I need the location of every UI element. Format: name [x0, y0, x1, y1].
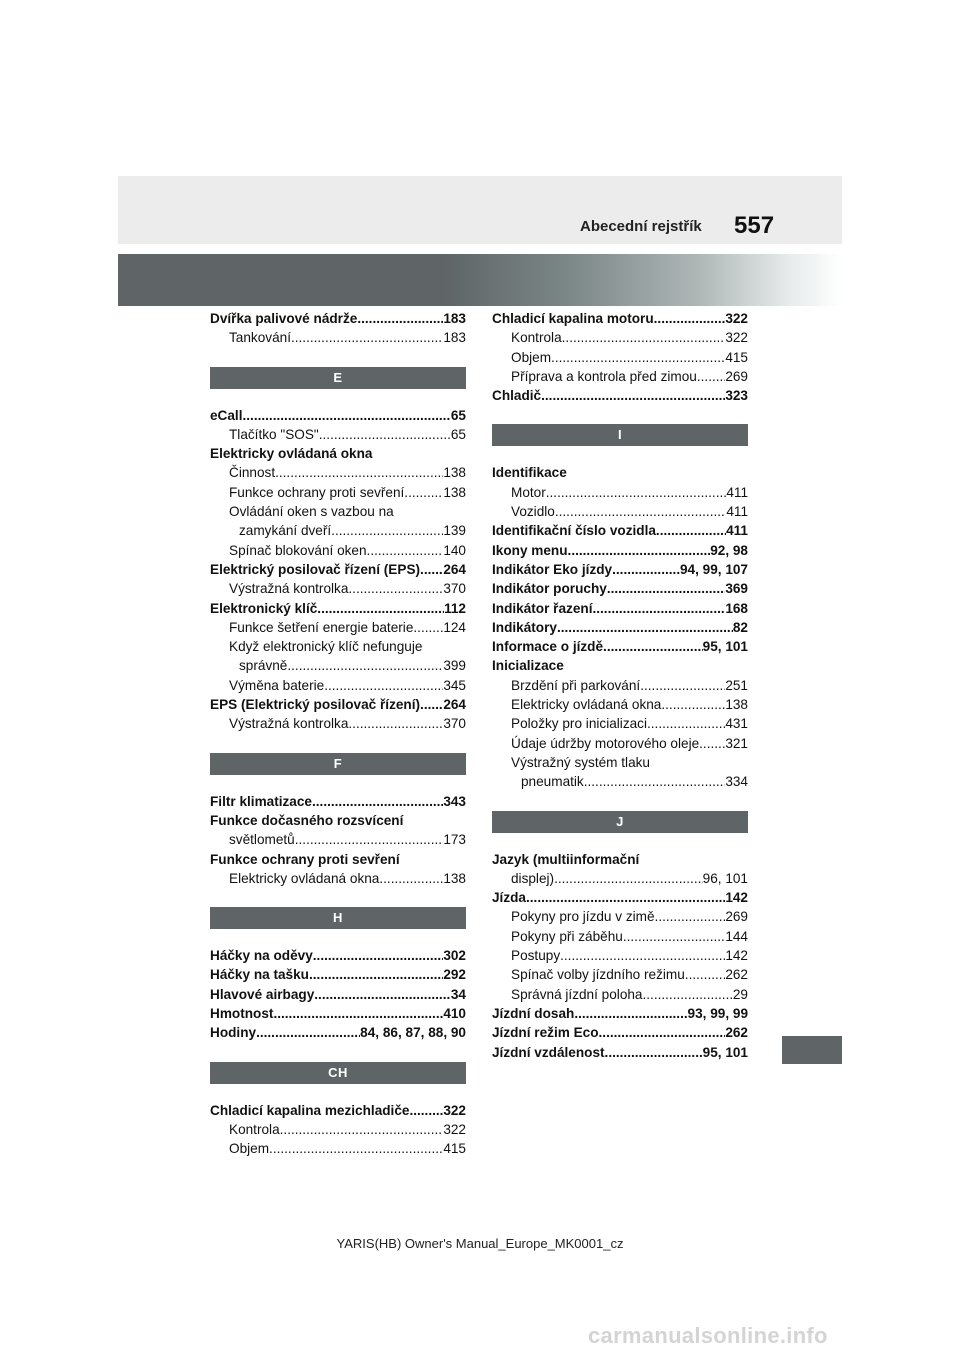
index-entry	[210, 406, 466, 425]
entry-label: Jízdní dosah	[492, 1005, 575, 1021]
leader-dots	[623, 927, 725, 946]
leader-dots	[599, 1023, 726, 1042]
index-entry	[492, 695, 748, 714]
entry-label: Příprava a kontrola před zimou	[511, 368, 697, 384]
leader-dots	[656, 521, 726, 540]
entry-label: EPS (Elektrický posilovač řízení)	[210, 697, 421, 713]
entry-label: Chladič	[492, 388, 542, 404]
entry-page: 264	[443, 697, 466, 713]
entry-page: 343	[443, 793, 466, 809]
index-entry	[492, 560, 748, 579]
entry-page: 183	[443, 311, 466, 326]
leader-dots	[367, 541, 444, 560]
entry-page: 292	[443, 967, 466, 983]
index-entry	[210, 656, 466, 675]
index-entry	[492, 734, 748, 753]
entry-label: Výstražná kontrolka	[229, 581, 349, 597]
index-entry	[492, 869, 748, 888]
entry-label: Postupy	[511, 948, 561, 964]
index-entry	[492, 772, 748, 791]
entry-page: 95, 101	[702, 1044, 748, 1060]
entry-label: zamykání dveří	[239, 523, 332, 539]
index-entry	[210, 1101, 466, 1120]
leader-dots	[413, 618, 443, 637]
entry-label: Identifikační číslo vozidla	[492, 523, 656, 539]
entry-page: 415	[443, 1141, 466, 1157]
entry-page: 415	[725, 349, 748, 365]
leader-dots	[685, 965, 726, 984]
leader-dots	[584, 772, 726, 791]
leader-dots	[557, 618, 733, 637]
leader-dots	[607, 579, 726, 598]
leader-dots	[357, 309, 443, 328]
entry-page: 139	[443, 523, 466, 539]
letter-heading: E	[210, 367, 466, 389]
entry-page: 124	[443, 619, 466, 635]
index-entry	[492, 599, 748, 618]
index-entry	[492, 1004, 748, 1023]
index-entry	[492, 348, 748, 367]
leader-dots	[256, 1023, 360, 1042]
entry-page: 65	[450, 426, 466, 442]
index-heading: Funkce ochrany proti sevření	[210, 851, 400, 867]
leader-dots	[404, 483, 443, 502]
leader-dots	[317, 599, 444, 618]
index-heading: Elektricky ovládaná okna	[210, 446, 373, 462]
entry-page: 94, 99, 107	[679, 561, 748, 577]
index-entry	[492, 618, 748, 637]
entry-page: 262	[725, 967, 748, 983]
index-entry	[210, 618, 466, 637]
header-gradient-bar	[118, 254, 842, 306]
leader-dots	[420, 560, 443, 579]
index-entry	[210, 521, 466, 540]
index-heading: Výstražný systém tlaku	[511, 754, 650, 770]
leader-dots	[275, 463, 443, 482]
index-entry	[492, 985, 748, 1004]
entry-page: 410	[443, 1006, 466, 1022]
index-entry	[210, 560, 466, 579]
entry-page: 140	[443, 542, 466, 558]
index-heading: Identifikace	[492, 465, 567, 481]
entry-label: eCall	[210, 407, 243, 423]
index-entry	[492, 946, 748, 965]
index-entry	[210, 869, 466, 888]
entry-page: 34	[450, 986, 466, 1002]
index-heading: Funkce dočasného rozsvícení	[210, 812, 404, 828]
entry-page: 370	[443, 581, 466, 597]
entry-label: Výměna baterie	[229, 677, 325, 693]
index-entry	[210, 1004, 466, 1023]
leader-dots	[348, 714, 443, 733]
index-column-left	[210, 309, 466, 1159]
entry-label: Tankování	[229, 330, 291, 346]
index-heading: Jazyk (multiinformační	[492, 851, 640, 867]
index-entry	[492, 541, 748, 560]
section-title: Abecední rejstřík	[580, 218, 702, 235]
index-entry	[210, 328, 466, 347]
leader-dots	[592, 599, 725, 618]
leader-dots	[541, 386, 725, 405]
index-entry	[210, 309, 466, 328]
watermark: carmanualsonline.info	[588, 1323, 828, 1348]
entry-page: 269	[725, 368, 748, 384]
index-entry	[210, 425, 466, 444]
leader-dots	[574, 1004, 687, 1023]
leader-dots	[546, 483, 727, 502]
entry-page: 144	[725, 928, 748, 944]
entry-label: Jízdní režim Eco	[492, 1025, 599, 1041]
index-heading: Ovládání oken s vazbou na	[229, 504, 394, 520]
leader-dots	[314, 985, 451, 1004]
entry-page: 142	[725, 890, 748, 906]
leader-dots	[699, 734, 725, 753]
leader-dots	[313, 946, 444, 965]
entry-page: 93, 99, 99	[687, 1005, 748, 1021]
letter-heading: I	[492, 424, 748, 446]
leader-dots	[379, 869, 443, 888]
letter-heading: H	[210, 907, 466, 929]
leader-dots	[331, 521, 443, 540]
leader-dots	[243, 406, 451, 425]
index-entry	[492, 521, 748, 540]
leader-dots	[291, 328, 443, 347]
letter-heading: F	[210, 753, 466, 775]
entry-page: 138	[443, 870, 466, 886]
entry-label: Elektricky ovládaná okna	[511, 697, 662, 713]
entry-label: displej)	[511, 870, 555, 886]
index-entry	[492, 888, 748, 907]
leader-dots	[605, 1043, 703, 1062]
index-entry	[492, 907, 748, 926]
entry-label: Hlavové airbagy	[210, 986, 315, 1002]
entry-page: 322	[725, 330, 748, 346]
leader-dots	[568, 541, 711, 560]
index-entry	[492, 714, 748, 733]
entry-label: Objem	[229, 1141, 270, 1157]
leader-dots	[654, 309, 726, 328]
index-entry	[210, 714, 466, 733]
index-entry	[492, 386, 748, 405]
leader-dots	[655, 907, 726, 926]
entry-label: Tlačítko "SOS"	[229, 426, 319, 442]
index-entry	[492, 676, 748, 695]
leader-dots	[312, 792, 443, 811]
leader-dots	[562, 328, 726, 347]
entry-label: Elektrický posilovač řízení (EPS)	[210, 561, 421, 577]
index-entry	[492, 1023, 748, 1042]
index-entry	[210, 483, 466, 502]
index-entry	[210, 965, 466, 984]
entry-page: 334	[725, 774, 748, 790]
entry-page: 138	[443, 484, 466, 500]
entry-label: Filtr klimatizace	[210, 793, 312, 809]
entry-label: Ikony menu	[492, 542, 568, 558]
entry-label: Vozidlo	[511, 504, 555, 520]
entry-page: 369	[725, 581, 748, 597]
index-entry	[210, 676, 466, 695]
entry-label: Indikátor poruchy	[492, 581, 607, 597]
index-entry	[210, 599, 466, 618]
index-entry	[210, 695, 466, 714]
letter-heading: J	[492, 811, 748, 833]
entry-page: 142	[725, 948, 748, 964]
leader-dots	[560, 946, 725, 965]
index-entry	[492, 965, 748, 984]
entry-label: Kontrola	[511, 330, 562, 346]
entry-page: 82	[732, 619, 748, 635]
entry-label: Správná jízdní poloha	[511, 986, 643, 1002]
page-number: 557	[734, 212, 775, 239]
entry-page: 92, 98	[710, 542, 748, 558]
entry-label: Objem	[511, 349, 552, 365]
leader-dots	[554, 869, 703, 888]
index-entry	[492, 328, 748, 347]
entry-label: Chladicí kapalina motoru	[492, 311, 654, 326]
index-entry	[210, 541, 466, 560]
entry-page: 322	[443, 1102, 466, 1118]
leader-dots	[555, 502, 726, 521]
entry-label: světlometů	[229, 832, 295, 848]
entry-page: 251	[725, 677, 748, 693]
index-entry	[210, 830, 466, 849]
entry-page: 95, 101	[702, 639, 748, 655]
entry-page: 302	[443, 948, 466, 964]
index-column-right	[492, 309, 748, 1062]
entry-page: 322	[443, 1121, 466, 1137]
entry-label: Činnost	[229, 465, 276, 481]
entry-label: Chladicí kapalina mezichladiče	[210, 1102, 410, 1118]
leader-dots	[551, 348, 725, 367]
entry-label: Dvířka palivové nádrže	[210, 311, 358, 326]
entry-label: Informace o jízdě	[492, 639, 604, 655]
entry-page: 411	[726, 484, 748, 500]
entry-page: 431	[725, 716, 748, 732]
entry-label: správně	[239, 658, 288, 674]
entry-page: 183	[443, 330, 466, 346]
entry-page: 345	[443, 677, 466, 693]
entry-label: Elektronický klíč	[210, 600, 318, 616]
entry-label: Pokyny při záběhu	[511, 928, 623, 944]
index-entry	[210, 985, 466, 1004]
entry-page: 370	[443, 716, 466, 732]
entry-page: 269	[725, 909, 748, 925]
letter-heading: CH	[210, 1062, 466, 1084]
leader-dots	[612, 560, 680, 579]
entry-page: 84, 86, 87, 88, 90	[360, 1025, 466, 1041]
leader-dots	[647, 714, 725, 733]
entry-label: Funkce ochrany proti sevření	[229, 484, 405, 500]
entry-label: Motor	[511, 484, 546, 500]
leader-dots	[309, 965, 443, 984]
leader-dots	[295, 830, 444, 849]
entry-label: Jízdní vzdálenost	[492, 1044, 605, 1060]
leader-dots	[348, 579, 443, 598]
entry-page: 168	[725, 600, 748, 616]
index-entry	[210, 792, 466, 811]
leader-dots	[319, 425, 451, 444]
entry-page: 321	[725, 735, 748, 751]
index-entry	[492, 927, 748, 946]
index-entry	[210, 1023, 466, 1042]
leader-dots	[697, 367, 725, 386]
entry-label: Pokyny pro jízdu v zimě	[511, 909, 655, 925]
leader-dots	[287, 656, 443, 675]
leader-dots	[640, 676, 725, 695]
entry-label: pneumatik	[521, 774, 584, 790]
leader-dots	[420, 695, 443, 714]
index-entry	[210, 1139, 466, 1158]
entry-label: Funkce šetření energie baterie	[229, 619, 414, 635]
leader-dots	[324, 676, 443, 695]
leader-dots	[643, 985, 733, 1004]
entry-page: 262	[725, 1025, 748, 1041]
leader-dots	[273, 1004, 443, 1023]
leader-dots	[661, 695, 725, 714]
index-entry	[210, 1120, 466, 1139]
chapter-tab	[782, 1036, 842, 1064]
index-entry	[492, 483, 748, 502]
entry-label: Výstražná kontrolka	[229, 716, 349, 732]
entry-page: 411	[726, 523, 748, 539]
leader-dots	[603, 637, 703, 656]
entry-page: 411	[726, 504, 748, 520]
index-entry	[492, 579, 748, 598]
entry-label: Hodiny	[210, 1025, 257, 1041]
leader-dots	[280, 1120, 444, 1139]
entry-label: Indikátor řazení	[492, 600, 593, 616]
index-entry	[492, 1043, 748, 1062]
entry-label: Elektricky ovládaná okna	[229, 870, 380, 886]
entry-page: 29	[732, 986, 748, 1002]
entry-label: Brzdění při parkování	[511, 677, 641, 693]
leader-dots	[526, 888, 725, 907]
index-entry	[492, 502, 748, 521]
entry-label: Spínač volby jízdního režimu	[511, 967, 685, 983]
entry-page: 323	[725, 388, 748, 404]
entry-page: 138	[725, 697, 748, 713]
index-heading: Inicializace	[492, 658, 564, 674]
index-entry	[492, 637, 748, 656]
entry-label: Háčky na oděvy	[210, 948, 313, 964]
index-heading: Když elektronický klíč nefunguje	[229, 639, 423, 655]
entry-page: 65	[450, 407, 466, 423]
index-entry	[492, 309, 748, 328]
leader-dots	[269, 1139, 443, 1158]
entry-label: Položky pro inicializaci	[511, 716, 647, 732]
index-entry	[492, 367, 748, 386]
leader-dots	[409, 1101, 443, 1120]
index-entry	[210, 946, 466, 965]
entry-page: 112	[444, 600, 466, 616]
index-entry	[210, 463, 466, 482]
entry-page: 138	[443, 465, 466, 481]
entry-label: Jízda	[492, 890, 526, 906]
entry-label: Spínač blokování oken	[229, 542, 367, 558]
entry-label: Kontrola	[229, 1121, 280, 1137]
entry-label: Indikátor Eko jízdy	[492, 561, 613, 577]
entry-page: 399	[443, 658, 466, 674]
entry-label: Hmotnost	[210, 1006, 274, 1022]
entry-label: Údaje údržby motorového oleje	[511, 735, 700, 751]
entry-page: 173	[443, 832, 466, 848]
entry-page: 264	[443, 561, 466, 577]
entry-label: Indikátory	[492, 619, 557, 635]
entry-page: 322	[725, 311, 748, 326]
index-entry	[210, 579, 466, 598]
entry-label: Háčky na tašku	[210, 967, 309, 983]
entry-page: 96, 101	[702, 870, 748, 886]
footer-text: YARIS(HB) Owner's Manual_Europe_MK0001_cz	[336, 1236, 624, 1251]
